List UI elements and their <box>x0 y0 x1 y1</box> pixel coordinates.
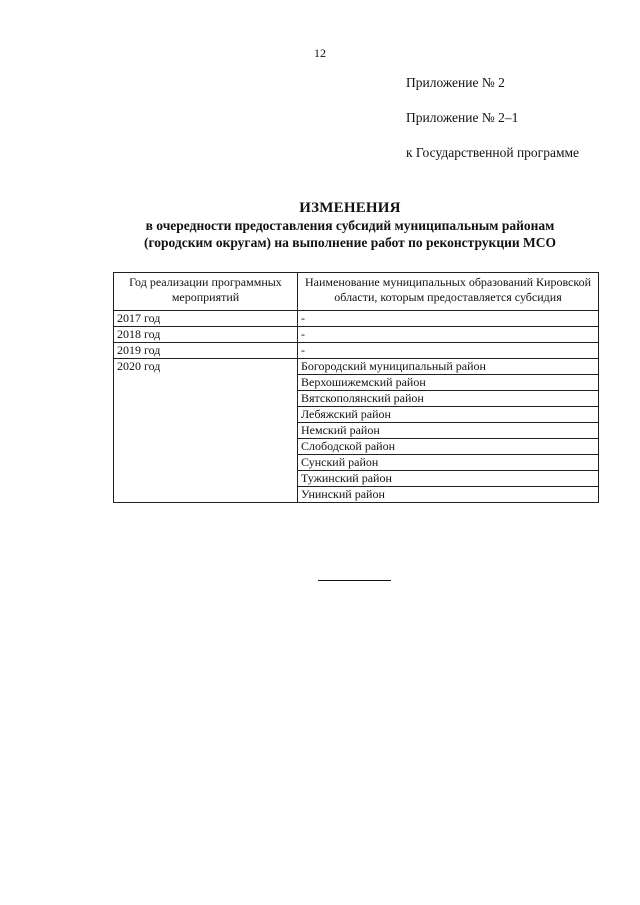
table-row <box>114 359 599 375</box>
year-cell: 2020 год <box>114 359 298 503</box>
year-cell: 2019 год <box>114 343 298 359</box>
heading-title: ИЗМЕНЕНИЯ <box>299 200 401 216</box>
municipality-cell: Вятскополянский район <box>298 391 599 407</box>
subsidy-table <box>113 272 599 503</box>
municipality-cell: Слободской район <box>298 439 599 455</box>
appendix-label-1: Приложение № 2 <box>406 75 505 90</box>
table-row <box>114 343 599 359</box>
table-row <box>114 311 599 327</box>
table-row <box>114 327 599 343</box>
municipality-cell: Сунский район <box>298 455 599 471</box>
page-number: 12 <box>314 46 326 60</box>
municipality-cell: Верхошижемский район <box>298 375 599 391</box>
municipality-cell: - <box>298 343 599 359</box>
heading-line-2: (городским округам) на выполнение работ по реконструкции МСО <box>143 235 557 250</box>
year-cell: 2018 год <box>114 327 298 343</box>
appendix-label-3: к Государственной программе <box>406 145 580 160</box>
heading-line-1: в очередности предоставления субсидий муниципальным районам <box>145 218 555 233</box>
header-year: Год реализации программных мероприятий <box>114 273 298 311</box>
appendix-label-2: Приложение № 2–1 <box>406 110 519 125</box>
document-heading <box>0 200 640 251</box>
municipality-cell: Немский район <box>298 423 599 439</box>
municipality-cell: - <box>298 327 599 343</box>
municipality-cell: - <box>298 311 599 327</box>
table-header-row <box>114 273 599 311</box>
header-municipality: Наименование муниципальных образований Кировской области, которым предоставляется субсидия <box>298 273 599 311</box>
closing-rule-divider <box>318 580 391 581</box>
municipality-cell: Богородский муниципальный район <box>298 359 599 375</box>
municipality-cell: Тужинский район <box>298 471 599 487</box>
year-cell: 2017 год <box>114 311 298 327</box>
municipality-cell: Унинский район <box>298 487 599 503</box>
municipality-cell: Лебяжский район <box>298 407 599 423</box>
